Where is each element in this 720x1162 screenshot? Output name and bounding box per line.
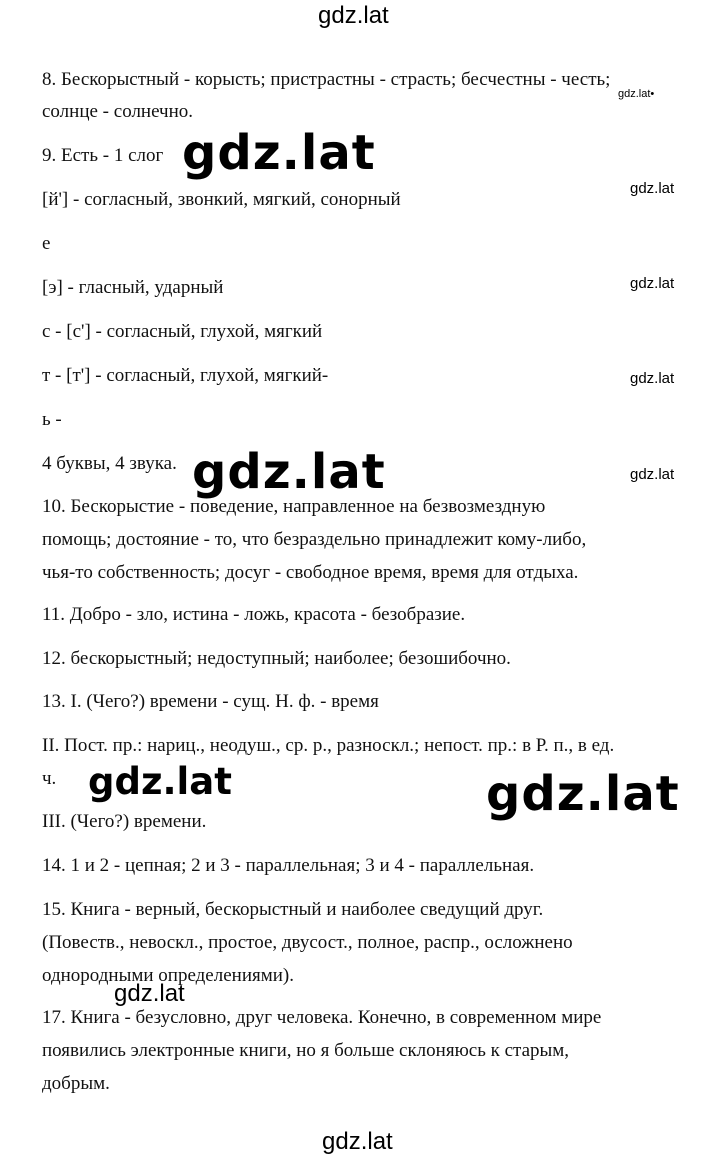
text-line-letters: 4 буквы, 4 звука.: [42, 453, 177, 474]
text-line-e: е: [42, 233, 51, 254]
text-line-15b: (Повеств., невоскл., простое, двусост., полное, распр., осложнено: [42, 932, 573, 953]
text-line-8a: 8. Бескорыстный - корысть; пристрастны - страсть; бесчестны - честь;: [42, 69, 611, 90]
text-line-13: 13. I. (Чего?) времени - сущ. Н. ф. - время: [42, 691, 379, 712]
watermark-header: gdz.lat: [318, 2, 389, 29]
watermark-footer: gdz.lat: [322, 1128, 393, 1155]
text-line-14: 14. 1 и 2 - цепная; 2 и 3 - параллельная; 3 и 4 - параллельная.: [42, 855, 535, 876]
text-line-eh: [э] - гласный, ударный: [42, 277, 224, 298]
text-line-13-iii: III. (Чего?) времени.: [42, 811, 207, 832]
text-line-17b: появились электронные книги, но я больше склоняюсь к старым,: [42, 1040, 570, 1061]
text-line-8b: солнце - солнечно.: [42, 101, 194, 122]
text-line-15c: однородными определениями).: [42, 965, 294, 986]
text-line-j: [й'] - согласный, звонкий, мягкий, сонорный: [42, 189, 401, 210]
text-line-17a: 17. Книга - безусловно, друг человека. Конечно, в современном мире: [42, 1007, 602, 1028]
text-line-12: 12. бескорыстный; недоступный; наиболее; безошибочно.: [42, 648, 511, 669]
text-line-10b: помощь; достояние - то, что безраздельно принадлежит кому-либо,: [42, 529, 587, 550]
text-line-9: 9. Есть - 1 слог: [42, 145, 164, 166]
text-line-10c: чья-то собственность; досуг - свободное время, время для отдыха.: [42, 562, 579, 583]
text-line-s: с - [с'] - согласный, глухой, мягкий: [42, 321, 323, 342]
watermark-small-1: gdz.lat: [630, 180, 675, 197]
watermark-medium-2: gdz.lat: [114, 980, 185, 1007]
text-line-10a: 10. Бескорыстие - поведение, направленное на безвозмездную: [42, 496, 546, 517]
text-line-15a: 15. Книга - верный, бескорыстный и наиболее сведущий друг.: [42, 899, 544, 920]
text-line-soft-sign: ь -: [42, 409, 62, 430]
watermark-big-2: gdz.lat: [192, 444, 386, 500]
text-line-13-ii-cont: ч.: [42, 768, 57, 789]
text-line-13-ii: II. Пост. пр.: нариц., неодуш., ср. р., разноскл.; непост. пр.: в Р. п., в ед.: [42, 735, 615, 756]
watermark-big-3: gdz.lat: [486, 766, 680, 822]
watermark-small-3: gdz.lat: [630, 370, 675, 387]
watermark-small-2: gdz.lat: [630, 275, 675, 292]
watermark-mid-1: gdz.lat: [88, 760, 232, 803]
text-line-t: т - [т'] - согласный, глухой, мягкий-: [42, 365, 329, 386]
watermark-big-1: gdz.lat: [182, 125, 376, 181]
text-line-11: 11. Добро - зло, истина - ложь, красота - безобразие.: [42, 604, 466, 625]
watermark-tiny: gdz.lat•: [618, 88, 655, 100]
watermark-small-4: gdz.lat: [630, 466, 675, 483]
text-line-17c: добрым.: [42, 1073, 110, 1094]
